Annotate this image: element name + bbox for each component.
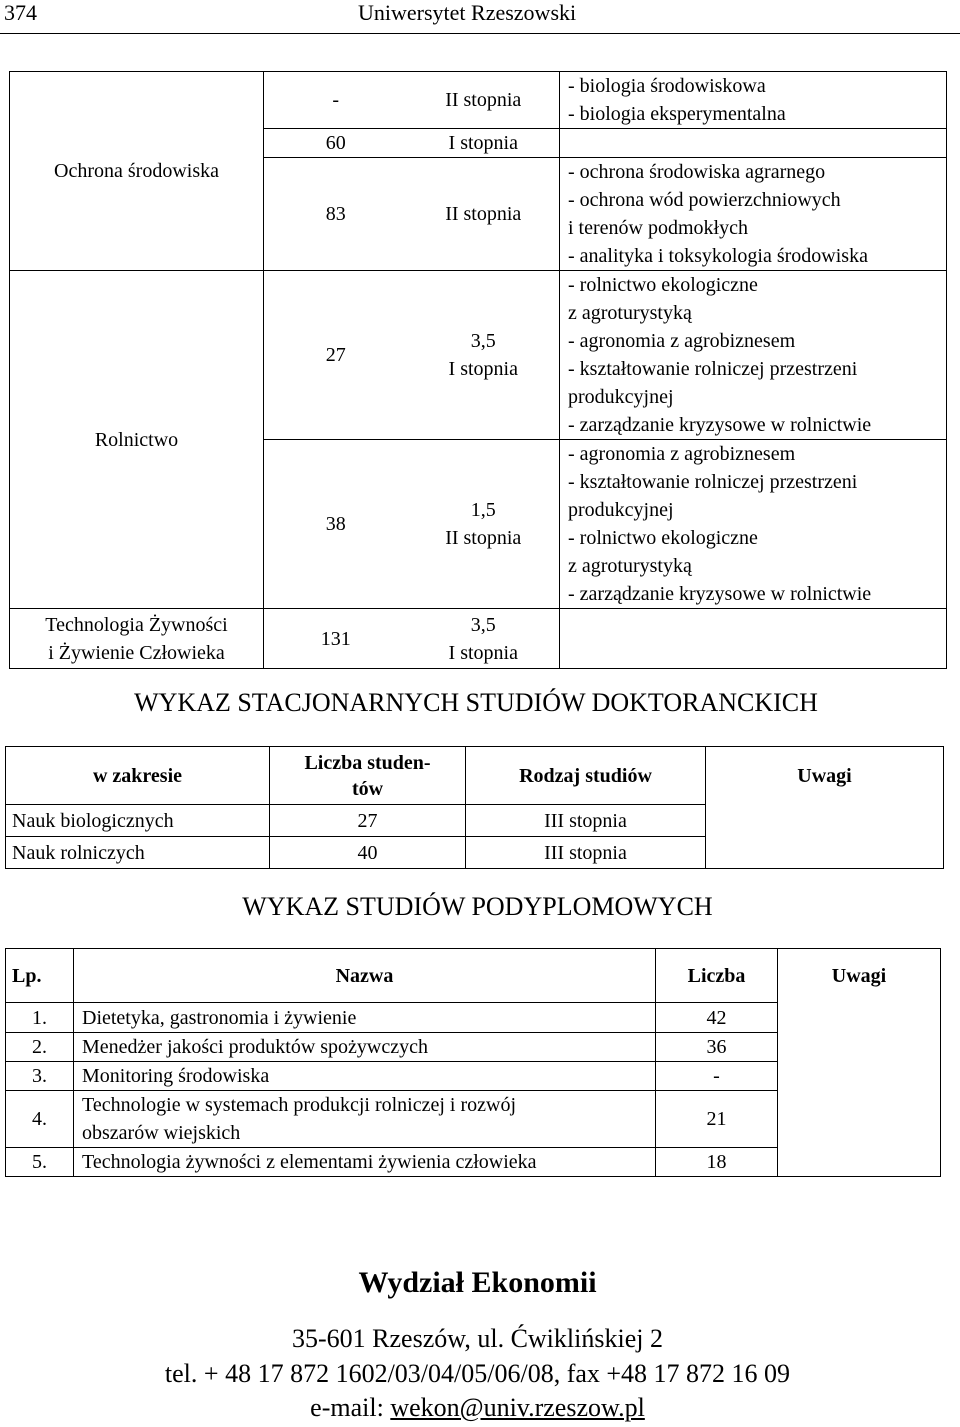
header-line: Liczba studen- xyxy=(304,751,431,774)
running-header-title: Uniwersytet Rzeszowski xyxy=(358,0,577,25)
course-name-cell: Menedżer jakości produktów spożywczych xyxy=(74,1033,656,1062)
faculty-address: 35-601 Rzeszów, ul. Ćwiklińskiej 2 xyxy=(292,1324,663,1353)
specialization-line: z agroturystyką xyxy=(568,555,692,577)
student-count-cell: 38 xyxy=(264,440,408,609)
column-header-count: Liczba xyxy=(656,949,778,1003)
course-name-cell: Technologia żywności z elementami żywienia człowieka xyxy=(74,1148,656,1177)
study-duration: 1,5 xyxy=(470,499,496,521)
column-header-notes: Uwagi xyxy=(706,747,944,869)
specializations-cell xyxy=(560,158,947,271)
study-type-cell: III stopnia xyxy=(466,837,706,869)
course-name-line: Technologie w systemach produkcji rolniczej i rozwój xyxy=(82,1094,517,1116)
specialization-line: - zarządzanie kryzysowe w rolnictwie xyxy=(568,414,872,436)
specialization-line: - rolnictwo ekologiczne xyxy=(568,527,758,549)
column-header-scope: w zakresie xyxy=(6,747,270,805)
email-link[interactable]: wekon@univ.rzeszow.pl xyxy=(390,1393,645,1422)
count-cell: 21 xyxy=(656,1091,778,1148)
degree-level: I stopnia xyxy=(448,358,518,380)
postgraduate-studies-table xyxy=(5,948,941,1177)
column-header-notes: Uwagi xyxy=(778,949,941,1177)
specialization-line: i terenów podmokłych xyxy=(568,217,748,239)
specializations-cell xyxy=(560,129,947,158)
field-name-cell: Ochrona środowiska xyxy=(10,72,264,271)
specialization-line: z agroturystyką xyxy=(568,302,692,324)
email-label: e-mail: xyxy=(310,1393,391,1422)
scope-cell: Nauk rolniczych xyxy=(6,837,270,869)
study-fields-table xyxy=(9,71,947,669)
student-count-cell: 40 xyxy=(270,837,466,869)
degree-level-cell xyxy=(408,609,560,669)
course-name-line: obszarów wiejskich xyxy=(82,1122,241,1144)
degree-level-cell xyxy=(408,271,560,440)
specialization-line: - analityka i toksykologia środowiska xyxy=(568,245,868,267)
postgraduate-section-title: WYKAZ STUDIÓW PODYPLOMOWYCH xyxy=(242,892,713,921)
faculty-title: Wydział Ekonomii xyxy=(358,1266,597,1299)
degree-level: II stopnia xyxy=(445,527,522,549)
specializations-cell xyxy=(560,271,947,440)
specializations-cell xyxy=(560,440,947,609)
specialization-line: - kształtowanie rolniczej przestrzeni xyxy=(568,471,858,493)
study-duration: 3,5 xyxy=(470,330,496,352)
student-count-cell: 60 xyxy=(264,129,408,158)
degree-level: I stopnia xyxy=(448,641,518,664)
doctoral-section-title: WYKAZ STACJONARNYCH STUDIÓW DOKTORANCKICH xyxy=(134,688,818,717)
degree-level-cell: II stopnia xyxy=(408,158,560,271)
specialization-line: produkcyjnej xyxy=(568,386,674,408)
student-count-cell: 27 xyxy=(264,271,408,440)
doctoral-studies-table xyxy=(5,746,944,869)
study-type-cell: III stopnia xyxy=(466,805,706,837)
study-duration: 3,5 xyxy=(470,613,496,636)
student-count-cell: - xyxy=(264,72,408,129)
row-number-cell: 3. xyxy=(6,1062,74,1091)
count-cell: 42 xyxy=(656,1003,778,1033)
degree-level-cell: I stopnia xyxy=(408,129,560,158)
faculty-email-line xyxy=(0,1393,955,1423)
column-header-study-type: Rodzaj studiów xyxy=(466,747,706,805)
specialization-line: - agronomia z agrobiznesem xyxy=(568,330,796,352)
specialization-line: - ochrona środowiska agrarnego xyxy=(568,161,826,183)
course-name-cell xyxy=(74,1091,656,1148)
field-name-cell: Rolnictwo xyxy=(10,271,264,609)
degree-level-cell: II stopnia xyxy=(408,72,560,129)
row-number-cell: 1. xyxy=(6,1003,74,1033)
count-cell: 36 xyxy=(656,1033,778,1062)
row-number-cell: 4. xyxy=(6,1091,74,1148)
column-header-number: Lp. xyxy=(6,949,74,1003)
degree-level-cell xyxy=(408,440,560,609)
field-name-cell xyxy=(10,609,264,669)
column-header-name: Nazwa xyxy=(74,949,656,1003)
student-count-cell: 83 xyxy=(264,158,408,271)
specialization-line: - zarządzanie kryzysowe w rolnictwie xyxy=(568,583,872,605)
row-number-cell: 2. xyxy=(6,1033,74,1062)
course-name-cell: Dietetyka, gastronomia i żywienie xyxy=(74,1003,656,1033)
specialization-line: - agronomia z agrobiznesem xyxy=(568,443,796,465)
specializations-cell xyxy=(560,609,947,669)
count-cell: 18 xyxy=(656,1148,778,1177)
student-count-cell: 27 xyxy=(270,805,466,837)
header-line: tów xyxy=(351,777,384,800)
specialization-line: - biologia eksperymentalna xyxy=(568,103,786,125)
specialization-line: - ochrona wód powierzchniowych xyxy=(568,189,841,211)
student-count-cell: 131 xyxy=(264,609,408,669)
course-name-cell: Monitoring środowiska xyxy=(74,1062,656,1091)
specialization-line: - rolnictwo ekologiczne xyxy=(568,274,758,296)
field-name-line: Technologia Żywności xyxy=(45,613,228,636)
faculty-phone-fax: tel. + 48 17 872 1602/03/04/05/06/08, fax +48 17 872 16 09 xyxy=(164,1359,791,1388)
row-number-cell: 5. xyxy=(6,1148,74,1177)
specialization-line: - kształtowanie rolniczej przestrzeni xyxy=(568,358,858,380)
page-number: 374 xyxy=(4,0,37,25)
field-name-line: i Żywienie Człowieka xyxy=(48,641,225,664)
count-cell: - xyxy=(656,1062,778,1091)
specializations-cell xyxy=(560,72,947,129)
specialization-line: - biologia środowiskowa xyxy=(568,75,766,97)
specialization-line: produkcyjnej xyxy=(568,499,674,521)
column-header-student-count xyxy=(270,747,466,805)
header-divider xyxy=(0,33,960,34)
scope-cell: Nauk biologicznych xyxy=(6,805,270,837)
